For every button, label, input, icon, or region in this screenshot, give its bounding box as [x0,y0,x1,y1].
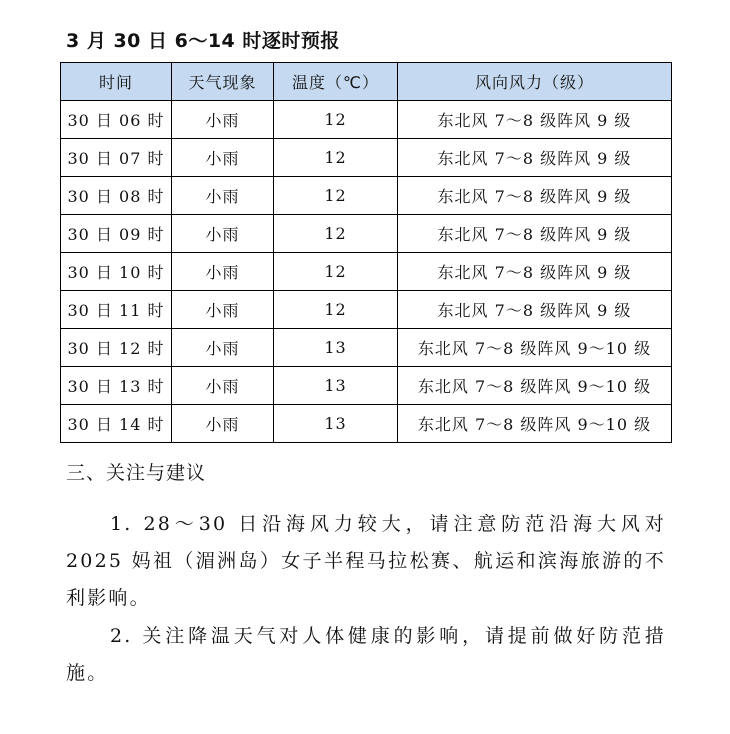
cell-temperature: 12 [274,253,398,291]
section-heading: 三、关注与建议 [66,462,207,484]
cell-wind: 东北风 7～8 级阵风 9～10 级 [398,405,672,443]
table-row [61,253,672,291]
cell-time: 30 日 07 时 [61,139,172,177]
cell-time: 30 日 09 时 [61,215,172,253]
header-wind: 风向风力（级） [398,63,672,101]
table-row [61,215,672,253]
header-temperature: 温度（℃） [274,63,398,101]
table-row [61,177,672,215]
cell-temperature: 13 [274,367,398,405]
cell-weather: 小雨 [172,101,274,139]
cell-temperature: 12 [274,291,398,329]
cell-wind: 东北风 7～8 级阵风 9～10 级 [398,329,672,367]
header-weather: 天气现象 [172,63,274,101]
cell-weather: 小雨 [172,405,274,443]
header-time: 时间 [61,63,172,101]
cell-temperature: 12 [274,215,398,253]
table-row [61,101,672,139]
cell-temperature: 12 [274,101,398,139]
cell-weather: 小雨 [172,215,274,253]
forecast-title: 3 月 30 日 6～14 时逐时预报 [66,30,340,52]
hourly-forecast-table [60,62,672,443]
cell-temperature: 13 [274,329,398,367]
table-row [61,139,672,177]
table-row [61,367,672,405]
table-row [61,405,672,443]
cell-wind: 东北风 7～8 级阵风 9～10 级 [398,367,672,405]
cell-time: 30 日 13 时 [61,367,172,405]
cell-temperature: 13 [274,405,398,443]
cell-time: 30 日 08 时 [61,177,172,215]
cell-time: 30 日 14 时 [61,405,172,443]
advice-paragraph-2: 2. 关注降温天气对人体健康的影响，请提前做好防范措施。 [66,625,666,684]
cell-wind: 东北风 7～8 级阵风 9 级 [398,101,672,139]
cell-time: 30 日 11 时 [61,291,172,329]
cell-wind: 东北风 7～8 级阵风 9 级 [398,291,672,329]
table-header-row [61,63,672,101]
cell-weather: 小雨 [172,291,274,329]
cell-wind: 东北风 7～8 级阵风 9 级 [398,253,672,291]
cell-wind: 东北风 7～8 级阵风 9 级 [398,215,672,253]
cell-weather: 小雨 [172,139,274,177]
cell-wind: 东北风 7～8 级阵风 9 级 [398,139,672,177]
cell-temperature: 12 [274,177,398,215]
cell-wind: 东北风 7～8 级阵风 9 级 [398,177,672,215]
cell-weather: 小雨 [172,329,274,367]
advice-paragraph-1: 1. 28～30 日沿海风力较大，请注意防范沿海大风对 2025 妈祖（湄洲岛）女子半程马拉松赛、航运和滨海旅游的不利影响。 [66,513,666,609]
cell-weather: 小雨 [172,177,274,215]
cell-weather: 小雨 [172,367,274,405]
cell-time: 30 日 10 时 [61,253,172,291]
cell-temperature: 12 [274,139,398,177]
table-row [61,291,672,329]
cell-time: 30 日 12 时 [61,329,172,367]
cell-weather: 小雨 [172,253,274,291]
cell-time: 30 日 06 时 [61,101,172,139]
table-row [61,329,672,367]
